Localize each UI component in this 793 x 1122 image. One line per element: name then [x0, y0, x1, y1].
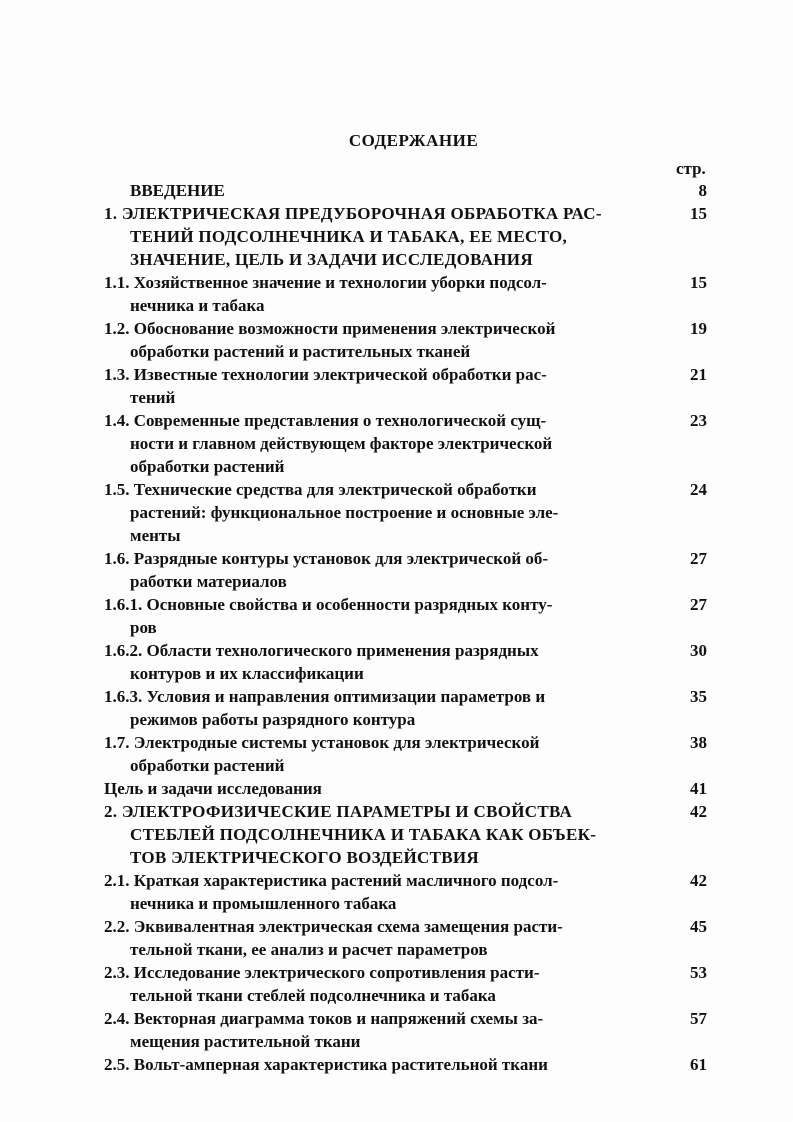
toc-page-number: 30 [690, 641, 707, 660]
toc-entry-line: 1.6. Разрядные контуры установок для электрической об- [104, 549, 549, 568]
toc-page-number: 27 [690, 595, 707, 614]
toc-entry-1-2[interactable] [104, 317, 718, 363]
toc-entry-1-6-2[interactable] [104, 639, 718, 685]
toc-entry-2-3[interactable] [104, 961, 718, 1007]
toc-entry-line: ТОВ ЭЛЕКТРИЧЕСКОГО ВОЗДЕЙСТВИЯ [130, 848, 479, 867]
toc-page-number: 53 [690, 963, 707, 982]
toc-entry-line: 1.1. Хозяйственное значение и технологии уборки подсол- [104, 273, 547, 292]
page-column-label: стр. [676, 159, 706, 178]
toc-entry-line: 1.3. Известные технологии электрической обработки рас- [104, 365, 547, 384]
toc-entry-1-1[interactable] [104, 271, 718, 317]
toc-page-number: 35 [690, 687, 707, 706]
toc-entry-line: нечника и промышленного табака [130, 894, 397, 913]
toc-entry-line: 1. ЭЛЕКТРИЧЕСКАЯ ПРЕДУБОРОЧНАЯ ОБРАБОТКА РАС- [104, 204, 602, 223]
toc-entry-line: 1.6.2. Области технологического применения разрядных [104, 641, 539, 660]
toc-page-number: 61 [690, 1055, 707, 1074]
toc-entry-line: обработки растений [130, 756, 285, 775]
toc-entry-line: 1.4. Современные представления о технологической сущ- [104, 411, 547, 430]
toc-page-number: 8 [698, 181, 707, 200]
toc-entry-1-7[interactable] [104, 731, 718, 777]
toc-entry-1-4[interactable] [104, 409, 718, 478]
toc-page-number: 23 [690, 411, 707, 430]
toc-entry-1-6[interactable] [104, 547, 718, 593]
toc-entry-line: обработки растений [130, 457, 285, 476]
toc-entry-1-6-1[interactable] [104, 593, 718, 639]
toc-entry-line: ТЕНИЙ ПОДСОЛНЕЧНИКА И ТАБАКА, ЕЕ МЕСТО, [130, 227, 568, 246]
toc-entry-line: 1.6.3. Условия и направления оптимизации параметров и [104, 687, 546, 706]
toc-entry-line: 1.2. Обоснование возможности применения электрической [104, 319, 556, 338]
toc-entry-line: режимов работы разрядного контура [130, 710, 416, 729]
toc-page-number: 24 [690, 480, 707, 499]
toc-page-number: 27 [690, 549, 707, 568]
toc-entry-1-6-3[interactable] [104, 685, 718, 731]
toc-entry-line: растений: функциональное построение и основные эле- [130, 503, 559, 522]
toc-entry-1-3[interactable] [104, 363, 718, 409]
toc-entry-2-4[interactable] [104, 1007, 718, 1053]
table-of-contents [104, 179, 718, 1076]
toc-page-number: 19 [690, 319, 707, 338]
toc-entry-line: 2. ЭЛЕКТРОФИЗИЧЕСКИЕ ПАРАМЕТРЫ И СВОЙСТВА [104, 802, 573, 821]
toc-entry-line: 2.4. Векторная диаграмма токов и напряжений схемы за- [104, 1009, 544, 1028]
toc-entry-line: работки материалов [130, 572, 287, 591]
toc-entry-line: 2.5. Вольт-амперная характеристика растительной ткани [104, 1055, 548, 1074]
toc-page-number: 15 [690, 204, 707, 223]
toc-page-number: 42 [690, 802, 707, 821]
toc-entry-line: СТЕБЛЕЙ ПОДСОЛНЕЧНИКА И ТАБАКА КАК ОБЪЕК- [130, 825, 597, 844]
toc-entry-line: Цель и задачи исследования [104, 779, 322, 798]
toc-entry-line: тельной ткани стеблей подсолнечника и табака [130, 986, 496, 1005]
page-title: СОДЕРЖАНИЕ [348, 131, 479, 150]
toc-page-number: 57 [690, 1009, 707, 1028]
toc-entry-line: обработки растений и растительных тканей [130, 342, 471, 361]
toc-entry-line: менты [130, 526, 181, 545]
toc-entry-line: 2.3. Исследование электрического сопротивления расти- [104, 963, 540, 982]
toc-entry-1-5[interactable] [104, 478, 718, 547]
toc-entry-line: 2.1. Краткая характеристика растений масличного подсол- [104, 871, 559, 890]
toc-page-number: 41 [690, 779, 707, 798]
toc-entry-2-1[interactable] [104, 869, 718, 915]
toc-page-number: 21 [690, 365, 707, 384]
toc-entry-2-2[interactable] [104, 915, 718, 961]
toc-entry-line: 2.2. Эквивалентная электрическая схема замещения расти- [104, 917, 563, 936]
toc-entry-line: тений [130, 388, 176, 407]
toc-entry-line: контуров и их классификации [130, 664, 364, 683]
toc-entry-line: мещения растительной ткани [130, 1032, 361, 1051]
toc-entry-line: 1.7. Электродные системы установок для электрической [104, 733, 540, 752]
toc-entry-line: нечника и табака [130, 296, 265, 315]
toc-page-number: 38 [690, 733, 707, 752]
toc-entry-line: ности и главном действующем факторе электрической [130, 434, 553, 453]
toc-entry-line: ВВЕДЕНИЕ [130, 181, 225, 200]
toc-entry-line: 1.5. Технические средства для электрической обработки [104, 480, 537, 499]
toc-entry-line: ров [130, 618, 157, 637]
toc-entry-line: ЗНАЧЕНИЕ, ЦЕЛЬ И ЗАДАЧИ ИССЛЕДОВАНИЯ [130, 250, 533, 269]
toc-entry-2-5[interactable] [104, 1053, 718, 1076]
toc-entry-chapter-2[interactable] [104, 800, 718, 869]
toc-entry-line: 1.6.1. Основные свойства и особенности разрядных конту- [104, 595, 553, 614]
toc-page-number: 42 [690, 871, 707, 890]
toc-entry-goals[interactable] [104, 777, 718, 800]
toc-entry-intro[interactable] [104, 179, 718, 202]
toc-page-number: 45 [690, 917, 707, 936]
toc-entry-chapter-1[interactable] [104, 202, 718, 271]
toc-entry-line: тельной ткани, ее анализ и расчет параметров [130, 940, 488, 959]
toc-page-number: 15 [690, 273, 707, 292]
